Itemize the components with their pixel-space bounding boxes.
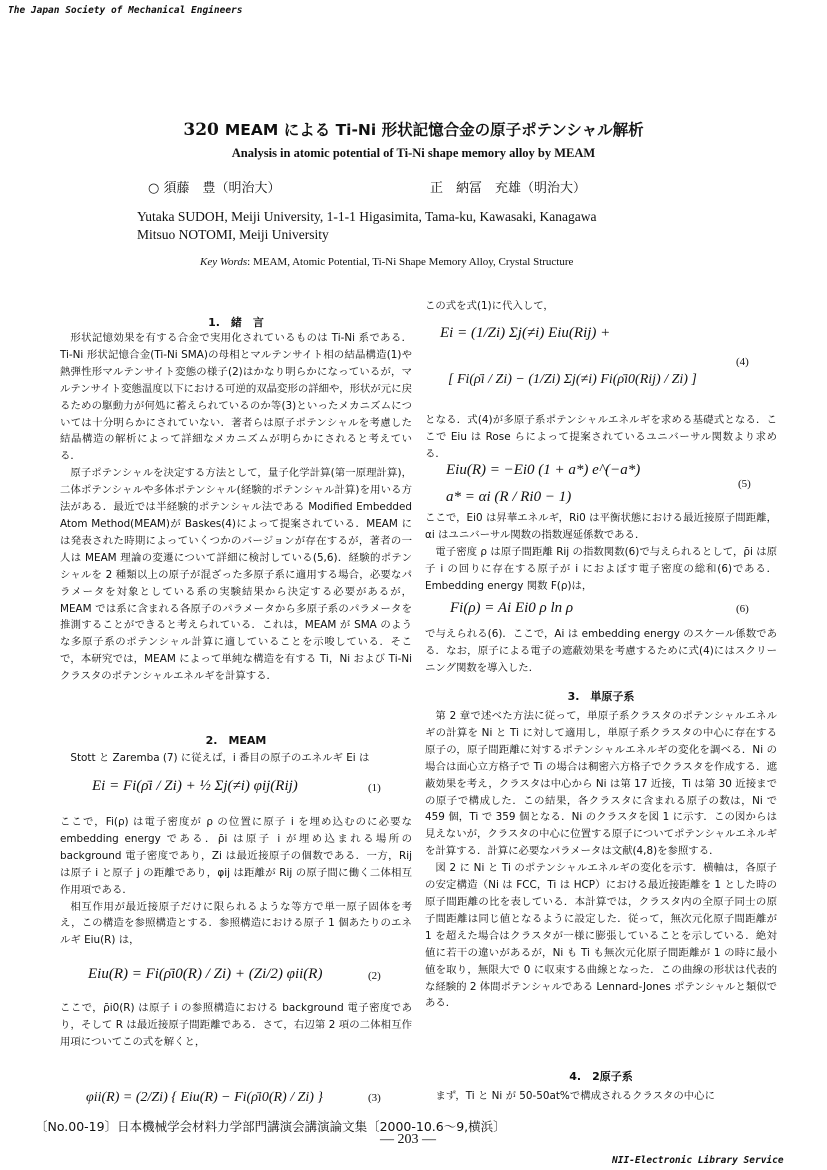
nii-footer: NII-Electronic Library Service [612,1155,784,1166]
equation-5a: Eiu(R) = −Ei0 (1 + a*) e^(−a*) [446,462,641,478]
left-paragraph-5: 相互作用が最近接原子だけに限られるような等方で単一原子固体を考え，この構造を参照構造とする．参照構造における原子 1 個あたりのエネルギ Eiu(R) は， [60,900,412,947]
equation-5b: a* = αi (R / Ri0 − 1) [446,489,572,505]
title-jp: MEAM による Ti-Ni 形状記憶合金の原子ポテンシャル解析 [224,121,644,139]
right-paragraph-7: 図 2 に Ni と Ti のポテンシャルエネルギの変化を示す．横軸は，各原子の安定構造（Ni は FCC，Ti は HCP）における最近接距離を 1 とした時の原子間距離の比を表している．本計算では，クラスタ内の全原子同士の原子間距離は同じ値となるように設定した．従って，無次元化原子間距離が 1 を超えた場合はクラスタが一様に膨張していることを示している．絶対値に若干の違いがあるが，Ni も Ti も無次元化原子間距離が 1 の時に最小値を取り，無限大で 0 に収束する曲線となった．この曲線の形状は代表的な経験的 2 体間ポテンシャルである Lennard-Jones ポテンシャルと類似である． [425,862,777,1010]
left-paragraph-2: 原子ポテンシャルを決定する方法として，量子化学計算(第一原理計算)，二体ポテンシャルや多体ポテンシャル(経験的ポテンシャル計算)を用いる方法がある．最近では半経験的ポテンシャル法である Modified Embedded Atom Method(MEAM)が Baskes(4)によって提案されている．MEAM には発表された時期によっていくつかのバージョンが存在するが，著者の一人は MEAM 理論の変遷について詳細に検討している(5,6)．経験的ポテンシャルを 2 種類以上の原子が混ざった多原子系に適用する場合，必要なパラメータを対象としている系の実験結果から決定する必要があるが，MEAM では系に含まれる各原子のパラメータから多原子系のパラメータを推測することができると考えられている．これは，MEAM が SMA のような多原子系のポテンシャル計算に適していることを示唆している．そこで，本研究では，MEAM によって単純な構造を有する Ti，Ni および Ti-Ni クラスタのポテンシャルエネルギを計算する． [60,467,412,683]
left-paragraph-6: ここで，ρ̄i0(R) は原子 i の参照構造における background 電子密度であり，そして R は最近接原子間距離である．さて，右辺第 2 項の二体相互作用項についてこの式を解くと， [60,1002,412,1048]
equation-1: Ei = Fi(ρ̄i / Zi) + ½ Σj(≠i) φij(Rij) [92,778,298,794]
right-body-3 [425,626,777,677]
right-body-4 [425,708,777,1012]
section-4-heading: 4. 2原子系 [569,1070,633,1083]
equation-5-number: (5) [738,478,751,490]
right-paragraph-8: まず，Ti と Ni が 50-50at%で構成されるクラスタの中心に [435,1090,715,1102]
left-paragraph-3-wrap [60,750,412,767]
left-paragraph-4: ここで，Fi(ρ) は電子密度が ρ の位置に原子 i を埋め込むのに必要な embedding energy である．ρ̄i は原子 i が埋め込まれる場所の background 電子密度であり，Zi は最近接原子の個数である．一方，Rij は原子 i と原子 j の距離であり，φij は距離が Rij の原子間に働く二体相互作用項である． [60,816,412,896]
equation-3: φii(R) = (2/Zi) { Eiu(R) − Fi(ρ̄i0(R) / Zi) } [86,1090,324,1105]
left-body-2 [60,814,412,949]
equation-1-number: (1) [368,782,381,794]
right-lead [425,298,777,315]
right-paragraph-2: となる．式(4)が多原子系ポテンシャルエネルギを求める基礎式となる．ここで Eiu は Rose らによって提案されているユニバーサル関数より求める． [425,414,777,460]
equation-4a: Ei = (1/Zi) Σj(≠i) Eiu(Rij) + [440,325,611,341]
paper-title [0,118,827,140]
left-body-3 [60,1000,412,1051]
equation-4b: [ Fi(ρ̄i / Zi) − (1/Zi) Σj(≠i) Fi(ρ̄i0(Rij) / Zi) ] [448,372,697,387]
equation-2-number: (2) [368,970,381,982]
section-3-heading: 3. 単原子系 [567,690,635,703]
right-body-1 [425,412,777,463]
section-2-heading: 2. MEAM [205,734,267,747]
left-intro [60,330,412,685]
paper-number: 320 [183,120,219,140]
right-body-2 [425,510,777,595]
equation-2: Eiu(R) = Fi(ρ̄i0(R) / Zi) + (Zi/2) φii(R) [88,966,323,982]
equation-3-number: (3) [368,1092,381,1104]
equation-6-number: (6) [736,603,749,615]
left-paragraph-3: Stott と Zaremba (7) に従えば，i 番目の原子のエネルギ Ei は [70,752,370,764]
author-affiliation-1: Yutaka SUDOH, Meiji University, 1-1-1 Higasimita, Tama-ku, Kawasaki, Kanagawa [137,209,597,224]
right-body-5 [425,1088,777,1105]
right-paragraph-1: この式を式(1)に代入して， [425,300,554,312]
society-header: The Japan Society of Mechanical Engineers [8,5,243,16]
keywords-text: : MEAM, Atomic Potential, Ti-Ni Shape Memory Alloy, Crystal Structure [247,256,574,268]
keywords [200,256,573,268]
keywords-label: Key Words [200,256,248,268]
equation-4-number: (4) [736,356,749,368]
author-left: ○ 須藤 豊（明治大） [148,181,281,196]
right-paragraph-3: ここで，Ei0 は昇華エネルギ，Ri0 は平衡状態における最近接原子間距離，αi はユニバーサル関数の指数遅延係数である． [425,512,777,541]
equation-6: Fi(ρ) = Ai Ei0 ρ ln ρ [450,600,574,616]
author-affiliation-2: Mitsuo NOTOMI, Meiji University [137,227,329,242]
left-paragraph-1: 形状記憶効果を有する合金で実用化されているものは Ti-Ni 系である．Ti-Ni 形状記憶合金(Ti-Ni SMA)の母相とマルテンサイト相の結晶構造(1)や熱弾性形マルテンサイト変態の様子(2)はかなり明らかになっているが，マルテンサイト変態温度以下における可逆的双晶変形の詳細や，形状が元に戻るための駆動力が何処に蓄えられているのか等(3)といったメカニズムについては十分明らかにされていない．著者らは原子ポテンシャルを考慮した結晶構造の解析によって詳細なメカニズムが明らかにされると考えている． [60,332,412,463]
right-paragraph-5: で与えられる(6)．ここで，Ai は embedding energy のスケール係数である．なお，原子による電子の遮蔽効果を考慮するために式(4)にはスクリーニング関数を導入した． [425,628,777,674]
right-paragraph-4: 電子密度 ρ は原子間距離 Rij の指数関数(6)で与えられるとして，ρ̄i は原子 i の回りに存在する原子が i におよぼす電子密度の総和(6)である．Embedding energy 関数 F(ρ)は， [425,545,777,592]
title-en: Analysis in atomic potential of Ti-Ni shape memory alloy by MEAM [231,146,596,160]
section-1-heading: 1. 緒 言 [208,316,264,329]
author-right: 正 納冨 充雄（明治大） [430,181,587,196]
page-number: — 203 — [380,1132,436,1147]
right-paragraph-6: 第 2 章で述べた方法に従って，単原子系クラスタのポテンシャルエネルギの計算を Ni と Ti に対して適用し，単原子系クラスタの中心に存在する原子の，原子間距離に対するポテンシャルエネルギの変化を調べる．Ni の場合は面心立方格子で Ti の場合は稠密六方格子でクラスタを作成する．遮蔽効果を考え，クラスタは中心から Ni は第 17 近接，Ti は第 30 近接までの原子で構成した．この結果，各クラスタに含まれる原子の数は，Ni で 459 個，Ti で 359 個となる．Ni のクラスタを図 1 に示す．この図からは見えないが，クラスタの中心に位置する原子についてポテンシャルエネルギを計算する．計算に必要なパラメータは文献(4,8)を参照する． [425,710,777,858]
proceedings-footer: 〔No.00-19〕日本機械学会材料力学部門講演会講演論文集〔2000-10.6～9,横浜〕 [35,1119,506,1134]
